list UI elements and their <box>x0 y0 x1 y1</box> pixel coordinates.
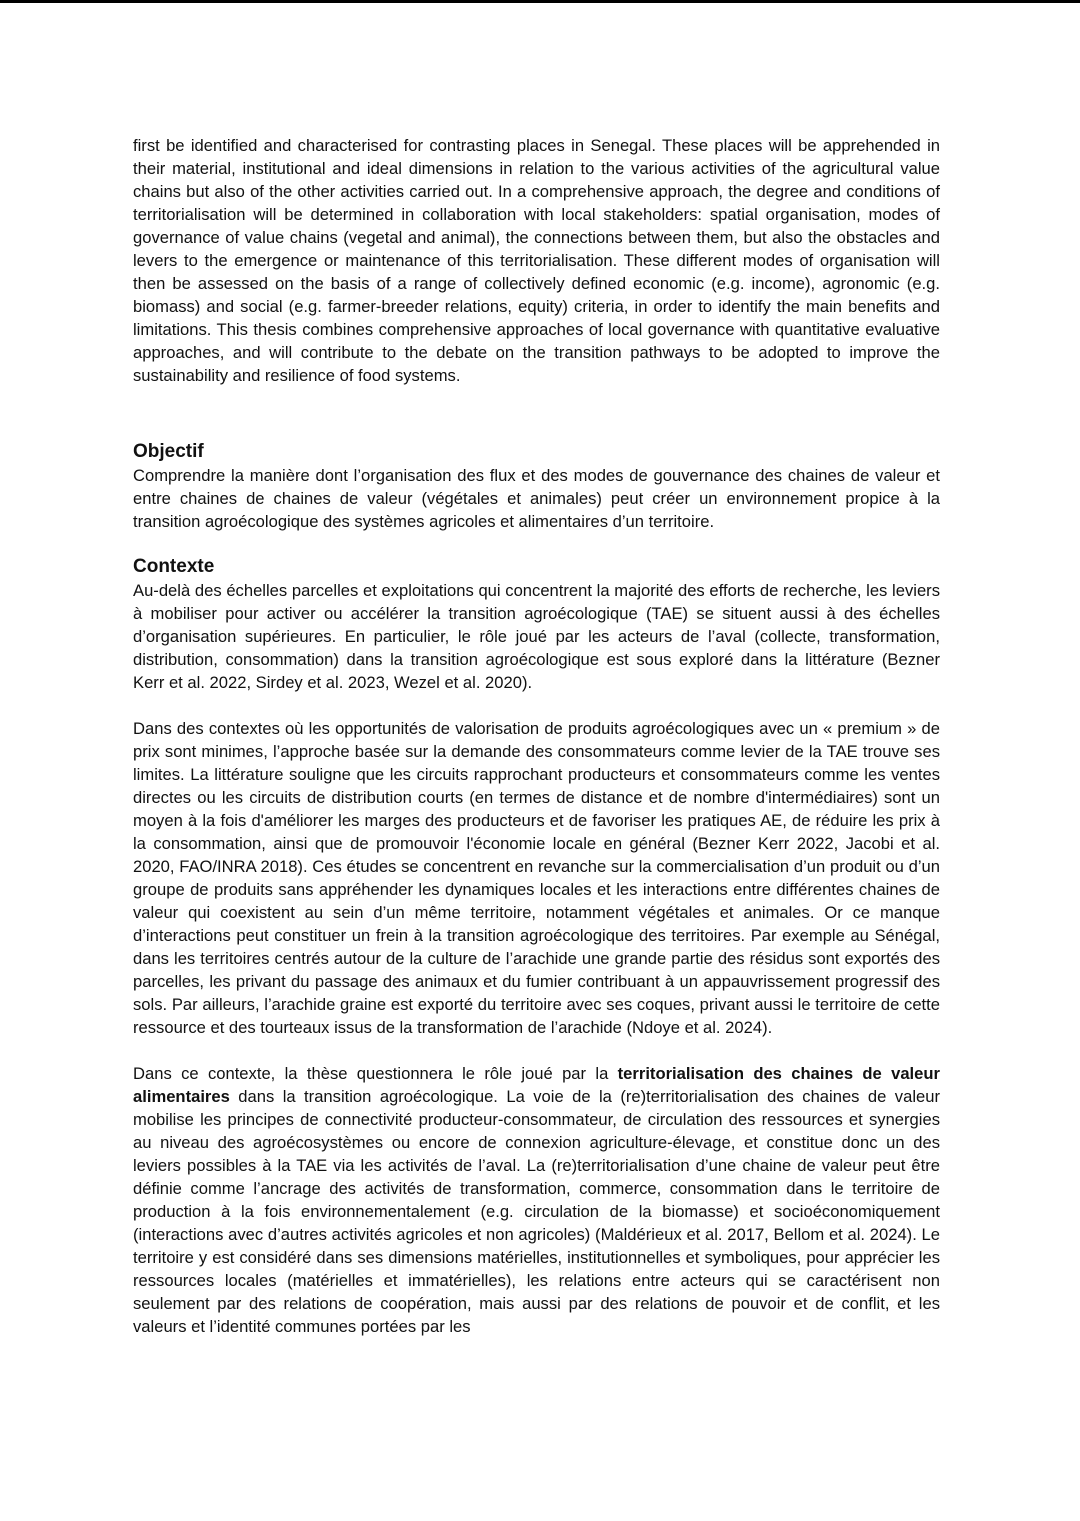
document-page <box>133 134 940 1338</box>
contexte-heading: Contexte <box>133 556 215 577</box>
contexte-paragraph-3 <box>133 1062 940 1338</box>
contexte-p3-rest: dans la transition agroécologique. La voie de la (re)territorialisation des chaines de valeur mobilise les principes de connectivité producteur-consommateur, de circulation des ressources et synergies au niveau des agroécosystèmes ou encore de connexion agriculture-élevage, et constitue donc un des leviers possibles à la TAE via les activités de l’aval. La (re)territorialisation d’une chaine de valeur peut être définie comme l’ancrage des activités de transformation, commerce, consommation dans le territoire de production à la fois environnementalement (e.g. circulation de la biomasse) et socioéconomiquement (interactions avec d’autres activités agricoles et non agricoles) (Maldérieux et al. 2017, Bellom et al. 2024). Le territoire y est considéré dans ses dimensions matérielles, institutionnelles et symboliques, pour apprécier les ressources locales (matérielles et immatérielles), les relations entre acteurs qui se caractérisent non seulement par des relations de coopération, mais aussi par des relations de pouvoir et de conflit, et les valeurs et l’identité communes portées par les <box>133 1087 940 1336</box>
contexte-p3-bold-term: territorialisation des chaines de valeur alimentaires <box>133 1064 940 1106</box>
objectif-heading: Objectif <box>133 441 204 462</box>
contexte-p3-start: Dans ce contexte, la thèse questionnera le rôle joué par la <box>133 1064 618 1083</box>
contexte-paragraph-2: Dans des contextes où les opportunités de valorisation de produits agroécologiques avec un « premium » de prix sont minimes, l’approche basée sur la demande des consommateurs comme levier de la TAE trouve ses limites. La littérature souligne que les circuits rapprochant producteurs et consommateurs comme les ventes directes ou les circuits de distribution courts (en termes de distance et de nombre d'intermédiaires) sont un moyen à la fois d'améliorer les marges des producteurs et de favoriser les pratiques AE, de réduire les prix à la consommation, ainsi que de promouvoir l'économie locale en général (Bezner Kerr 2022, Jacobi et al. 2020, FAO/INRA 2018). Ces études se concentrent en revanche sur la commercialisation d’un produit ou d’un groupe de produits sans appréhender les dynamiques locales et les interactions entre différentes chaines de valeur qui coexistent au sein d’un même territoire, notamment végétales et animales. Or ce manque d’interactions peut constituer un frein à la transition agroécologique des territoires. Par exemple au Sénégal, dans les territoires centrés autour de la culture de l’arachide une grande partie des résidus sont exportés des parcelles, les privant du passage des animaux et du fumier contribuant à un appauvrissement progressif des sols. Par ailleurs, l’arachide graine est exporté du territoire avec ses coques, privant aussi le territoire de cette ressource et des tourteaux issus de la transformation de l’arachide (Ndoye et al. 2024). <box>133 719 940 1037</box>
objectif-paragraph: Comprendre la manière dont l’organisation des flux et des modes de gouvernance des chaines de valeur et entre chaines de chaines de valeur (végétales et animales) peut créer un environnement propice à la transition agroécologique des systèmes agricoles et alimentaires d’un territoire. <box>133 466 940 531</box>
intro-paragraph: first be identified and characterised for contrasting places in Senegal. These places will be apprehended in their material, institutional and ideal dimensions in relation to the various activities of the agricultural value chains but also of the other activities carried out. In a comprehensive approach, the degree and conditions of territorialisation will be determined in collaboration with local stakeholders: spatial organisation, modes of governance of value chains (vegetal and animal), the connections between them, but also the obstacles and levers to the emergence or maintenance of this territorialisation. These different modes of organisation will then be assessed on the basis of a range of collectively defined economic (e.g. income), agronomic (e.g. biomass) and social (e.g. farmer-breeder relations, equity) criteria, in order to identify the main benefits and limitations. This thesis combines comprehensive approaches of local governance with quantitative evaluative approaches, and will contribute to the debate on the transition pathways to be adopted to improve the sustainability and resilience of food systems. <box>133 136 940 385</box>
top-border <box>0 0 1080 3</box>
contexte-paragraph-1: Au-delà des échelles parcelles et exploitations qui concentrent la majorité des efforts de recherche, les leviers à mobiliser pour activer ou accélérer la transition agroécologique (TAE) se situent aussi à des échelles d’organisation supérieures. En particulier, le rôle joué par les acteurs de l’aval (collecte, transformation, distribution, consommation) dans la transition agroécologique est sous exploré dans la littérature (Bezner Kerr et al. 2022, Sirdey et al. 2023, Wezel et al. 2020). <box>133 581 940 692</box>
